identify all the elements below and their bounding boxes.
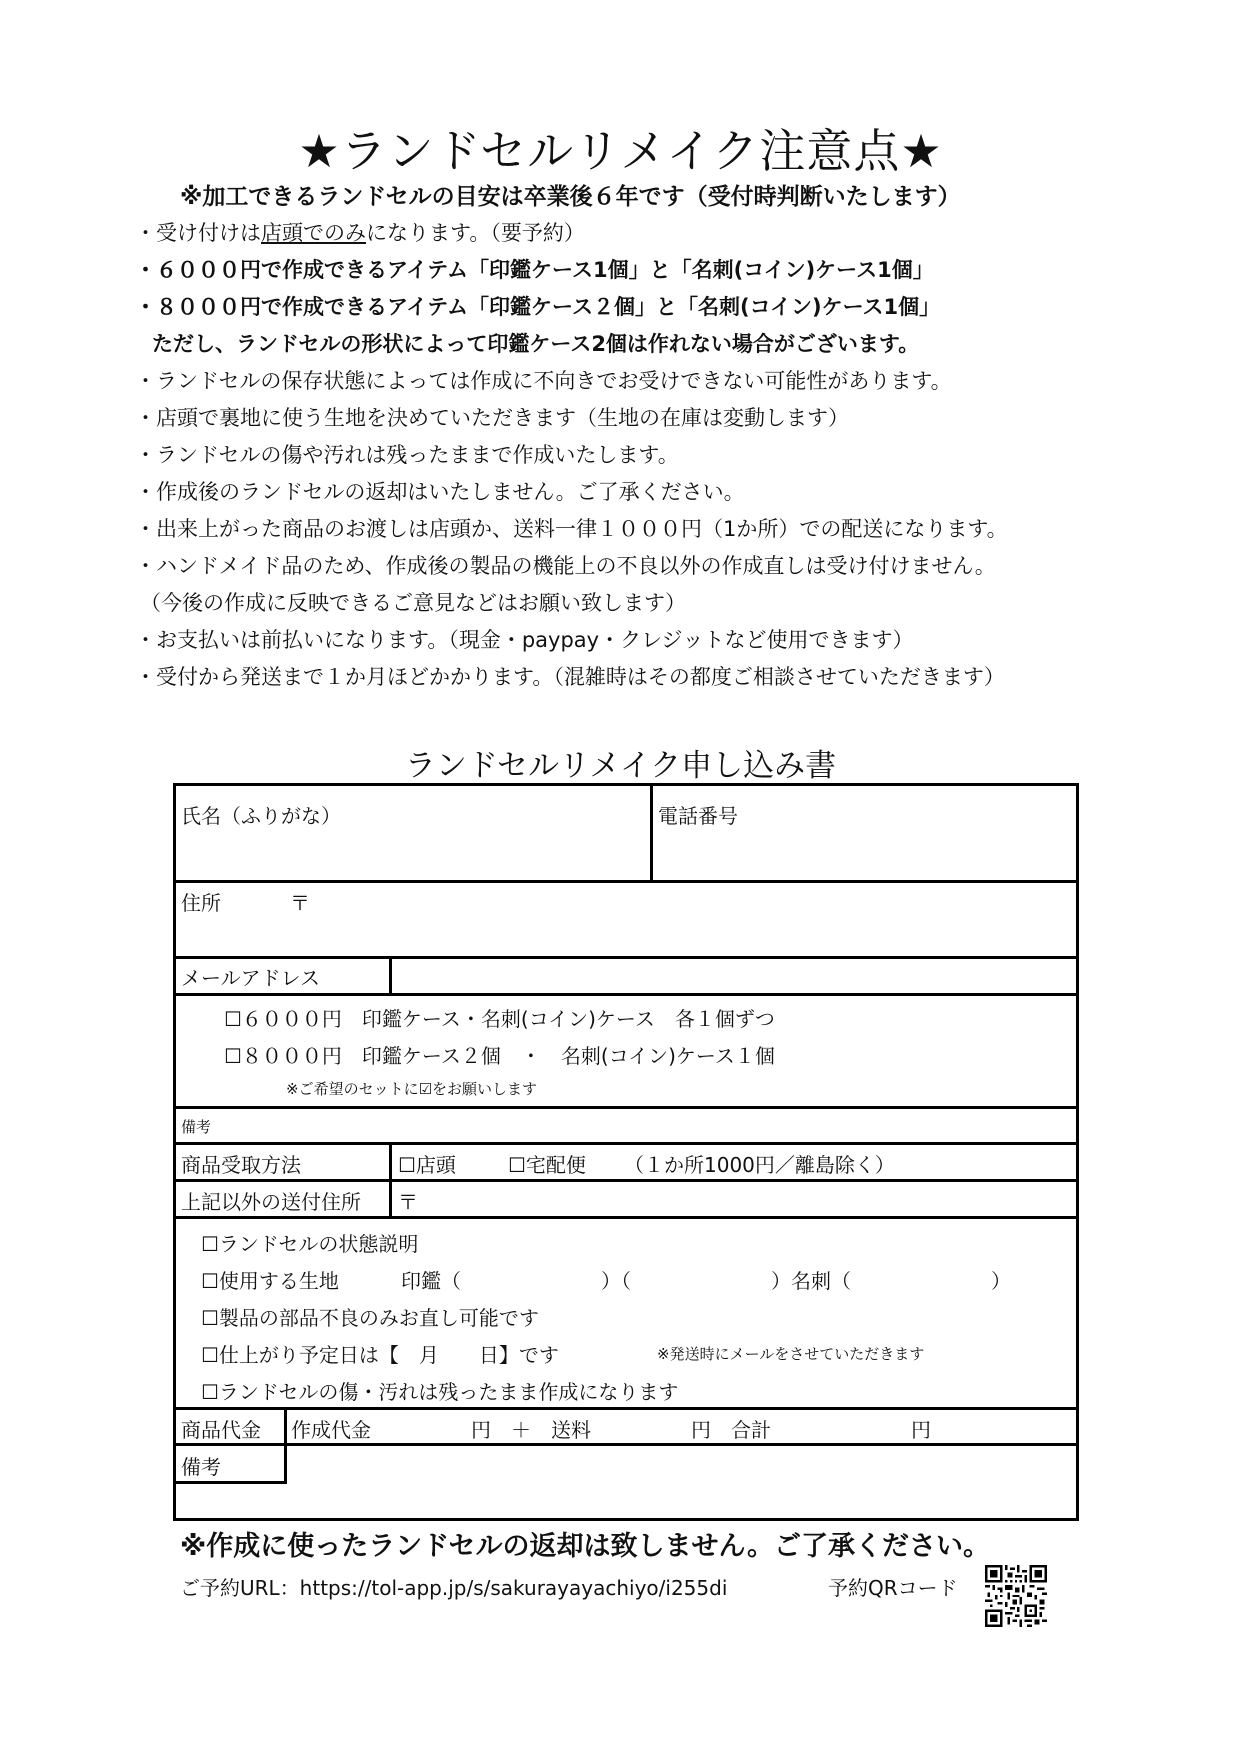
alt-address-field[interactable] [421,1184,1071,1212]
notice-item: ・ハンドメイド品のため、作成後の製品の機能上の不良以外の作成直しは受け付けません。 [135,554,996,578]
phone-field[interactable] [656,826,1071,871]
notice-item: （今後の作成に反映できるご意見などはお願い致します） [140,591,686,615]
notice-item: ・受付から発送まで１か月ほどかかります。（混雑時はその都度ご相談させていただきます） [135,665,1005,689]
row-divider [176,1443,1076,1446]
price-breakdown[interactable]: 作成代金 円 ＋ 送料 円 合計 円 [291,1418,931,1442]
check-damage-checkbox[interactable]: ☐ランドセルの傷・汚れは残ったまま作成になります [201,1380,679,1404]
address-label: 住所 [181,891,221,915]
check-condition-checkbox[interactable]: ☐ランドセルの状態説明 [201,1232,419,1256]
qr-code-icon[interactable] [985,1565,1047,1627]
row-divider [176,1179,1076,1182]
remarks-label: 備考 [181,1455,221,1479]
date-note: ※発送時にメールをさせていただきます [657,1345,925,1363]
price-label: 商品代金 [181,1418,261,1442]
name-label: 氏名（ふりがな） [181,804,341,828]
column-divider [389,956,392,993]
pickup-note: （１か所1000円／離島除く） [624,1153,895,1177]
alt-address-label: 上記以外の送付住所 [181,1190,361,1214]
notice-item: ・お支払いは前払いになります。（現金・paypay・クレジットなど使用できます） [135,628,914,652]
remarks-field[interactable] [226,1111,1071,1139]
option-note: ※ご希望のセットに☑をお願いします [286,1080,538,1098]
row-divider [176,1216,1076,1219]
check-fabric-checkbox[interactable]: ☐使用する生地 [201,1269,339,1293]
notice-item: ・６０００円で作成できるアイテム「印鑑ケース1個」と「名刺(コイン)ケース1個」 [135,258,934,282]
page-title: ★ランドセルリメイク注意点★ [298,124,943,178]
notice-text: ・受け付けは [135,221,261,245]
remarks-field[interactable] [291,1448,1071,1513]
notice-item: ・店頭で裏地に使う生地を決めていただきます（生地の在庫は変動します） [135,406,849,430]
email-field[interactable] [396,960,1071,990]
option-8000-checkbox[interactable]: ☐８０００円 印鑑ケース２個 ・ 名刺(コイン)ケース１個 [224,1044,775,1068]
notice-item: ・ランドセルの傷や汚れは残ったままで作成いたします。 [135,443,679,467]
row-divider [176,1142,1076,1145]
address-field[interactable] [316,886,1066,946]
qr-label: 予約QRコード [828,1576,958,1600]
form-title: ランドセルリメイク申し込み書 [404,748,837,784]
notice-item [135,220,585,246]
fabric-fields[interactable]: 印鑑（ ）（ ）名刺（ ） [401,1269,1011,1293]
column-divider [389,1142,392,1216]
application-form [173,783,1079,1521]
check-date-checkbox[interactable]: ☐仕上がり予定日は【 月 日】です [201,1343,559,1367]
pickup-store-checkbox[interactable]: ☐店頭 [398,1153,456,1177]
notice-item: ・ランドセルの保存状態によっては作成に不向きでお受けできない可能性があります。 [135,369,952,393]
pickup-delivery-checkbox[interactable]: ☐宅配便 [508,1153,586,1177]
phone-label: 電話番号 [658,804,738,828]
row-divider [176,993,1076,996]
row-divider [176,1407,1076,1410]
column-divider [284,1407,287,1484]
notice-item: ・８０００円で作成できるアイテム「印鑑ケース２個」と「名刺(コイン)ケース1個」 [135,295,941,319]
eligibility-note: ※加工できるランドセルの目安は卒業後６年です（受付時判断いたします） [180,184,961,210]
column-divider [650,786,653,880]
notice-underline: 店頭でのみ [261,221,366,245]
option-6000-checkbox[interactable]: ☐６０００円 印鑑ケース・名刺(コイン)ケース 各１個ずつ [224,1007,775,1031]
notice-text: になります。（要予約） [366,221,585,245]
row-divider [176,956,1076,959]
alt-postal-mark: 〒 [398,1190,418,1214]
remarks-label: 備考 [181,1118,212,1136]
check-parts-checkbox[interactable]: ☐製品の部品不良のみお直し可能です [201,1306,539,1330]
notice-item: ただし、ランドセルの形状によって印鑑ケース2個は作れない場合がございます。 [152,332,920,356]
return-notice: ※作成に使ったランドセルの返却は致しません。ご了承ください。 [180,1531,991,1562]
notice-item: ・出来上がった商品のお渡しは店頭か、送料一律１０００円（1か所）での配送になります。 [135,517,1008,541]
row-divider [176,1106,1076,1109]
row-divider [176,880,1076,883]
reservation-url[interactable]: ご予約URL：https://tol-app.jp/s/sakurayayachiyo/i255di [180,1576,728,1600]
email-label: メールアドレス [181,966,320,990]
row-divider [176,1481,284,1484]
postal-mark: 〒 [290,891,310,915]
pickup-label: 商品受取方法 [181,1153,301,1177]
name-field[interactable] [336,826,636,871]
notice-item: ・作成後のランドセルの返却はいたしません。ご了承ください。 [135,480,745,504]
